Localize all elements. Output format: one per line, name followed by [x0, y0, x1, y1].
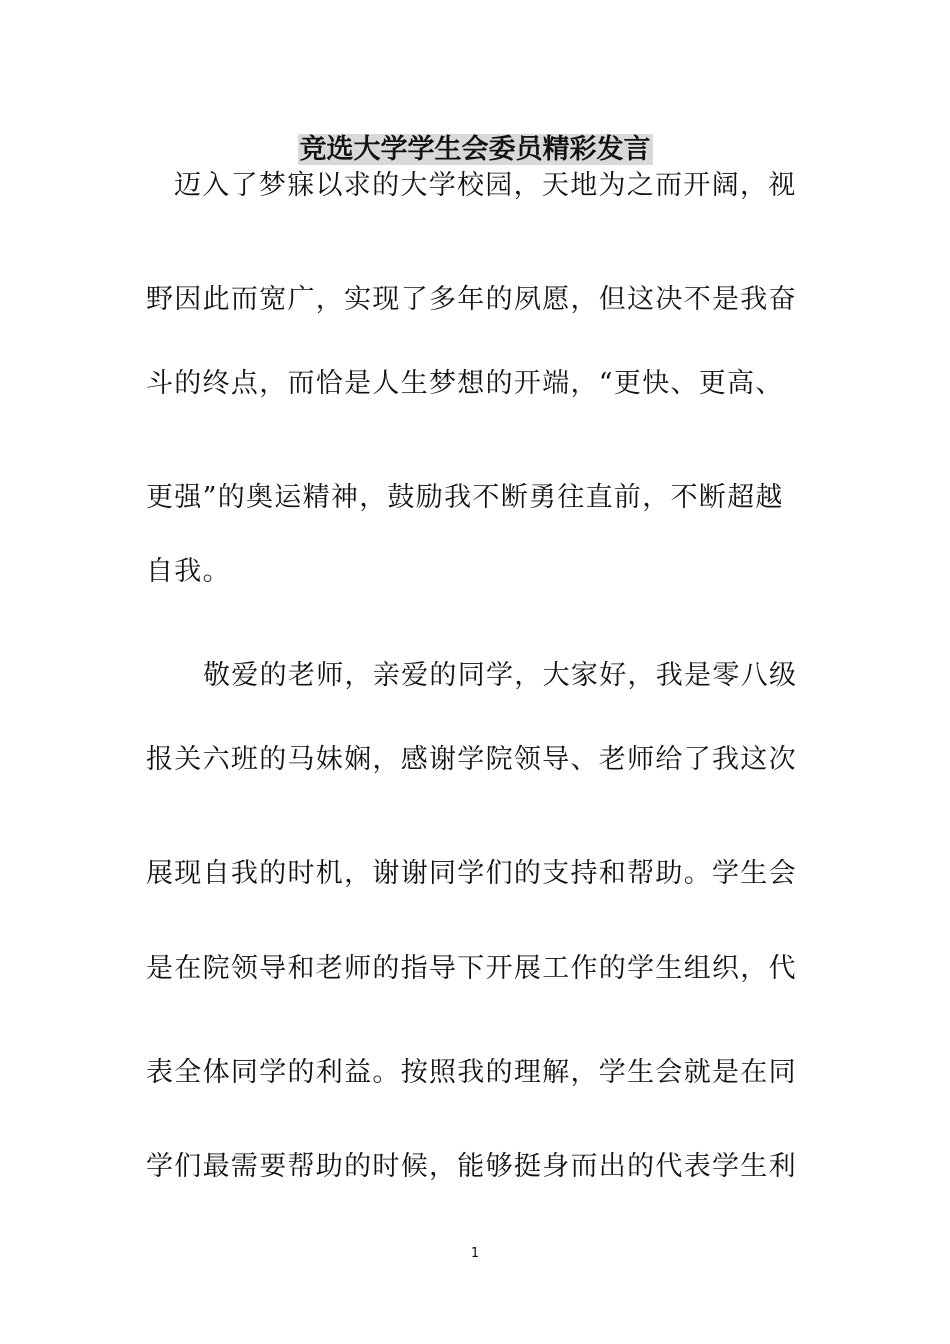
paragraph-line: 野因此而宽广，实现了多年的夙愿，但这决不是我奋	[146, 284, 797, 315]
paragraph-line: 是在院领导和老师的指导下开展工作的学生组织，代	[146, 953, 797, 984]
paragraph-line: 迈入了梦寐以求的大学校园，天地为之而开阔，视	[174, 170, 797, 201]
paragraph-line: 学们最需要帮助的时候，能够挺身而出的代表学生利	[146, 1151, 797, 1182]
paragraph-line: 表全体同学的利益。按照我的理解，学生会就是在同	[146, 1057, 797, 1088]
paragraph-line: 更强”的奥运精神，鼓励我不断勇往直前，不断超越	[146, 482, 784, 513]
paragraph-line: 报关六班的马妹娴，感谢学院领导、老师给了我这次	[146, 744, 797, 775]
document-title-text: 竞选大学学生会委员精彩发言	[299, 134, 651, 165]
page-number: 1	[470, 1246, 480, 1261]
paragraph-line: 展现自我的时机，谢谢同学们的支持和帮助。学生会	[146, 858, 797, 889]
paragraph-line: 斗的终点，而恰是人生梦想的开端，“更快、更高、	[146, 368, 784, 399]
paragraph-line: 自我。	[146, 556, 231, 587]
document-title	[0, 130, 950, 170]
paragraph-line: 敬爱的老师，亲爱的同学，大家好，我是零八级	[203, 660, 798, 691]
